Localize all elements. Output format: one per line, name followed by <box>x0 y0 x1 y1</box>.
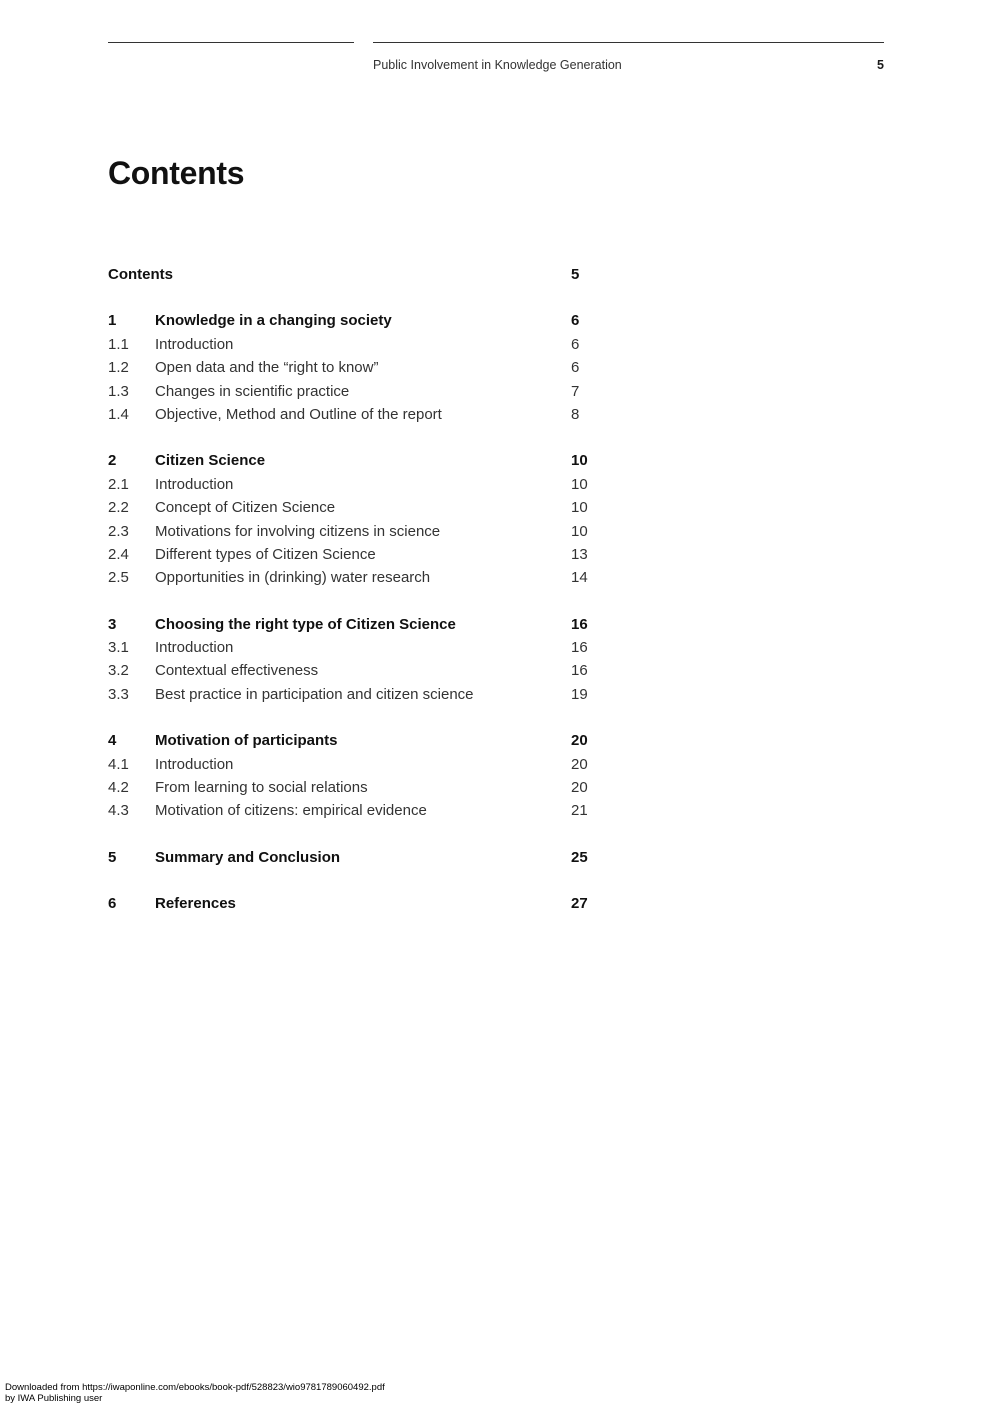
toc-entry-page: 16 <box>571 613 588 636</box>
toc-entry-page: 6 <box>571 356 579 379</box>
toc-entry-title: Knowledge in a changing society <box>155 309 392 332</box>
toc-entry-title: Introduction <box>155 333 233 356</box>
toc-entry[interactable] <box>108 846 608 869</box>
toc-entry-page: 6 <box>571 309 579 332</box>
toc-entry-title: From learning to social relations <box>155 776 368 799</box>
toc-entry-title: Motivations for involving citizens in science <box>155 520 440 543</box>
toc-entry-page: 7 <box>571 380 579 403</box>
toc-entry-number: 4.3 <box>108 799 129 822</box>
toc-entry[interactable] <box>108 543 608 566</box>
toc-entry[interactable] <box>108 566 608 589</box>
toc-entry-title: Open data and the “right to know” <box>155 356 378 379</box>
toc-entry[interactable] <box>108 753 608 776</box>
toc-entry-number: 3.1 <box>108 636 129 659</box>
running-title: Public Involvement in Knowledge Generation <box>373 58 622 72</box>
toc-entry-number: 1.1 <box>108 333 129 356</box>
toc-entry-number: 2.1 <box>108 473 129 496</box>
toc-entry[interactable] <box>108 683 608 706</box>
toc-entry[interactable] <box>108 356 608 379</box>
header-rule-right <box>373 42 884 43</box>
toc-entry-page: 20 <box>571 729 588 752</box>
toc-entry[interactable] <box>108 636 608 659</box>
toc-entry-title: Motivation of participants <box>155 729 338 752</box>
table-of-contents <box>108 263 608 916</box>
toc-entry-number: 1 <box>108 309 116 332</box>
toc-entry-page: 16 <box>571 636 588 659</box>
header-rule-left <box>108 42 354 43</box>
toc-entry-number: 4.1 <box>108 753 129 776</box>
toc-entry[interactable] <box>108 659 608 682</box>
toc-entry-title: References <box>155 892 236 915</box>
toc-entry-title: Contextual effectiveness <box>155 659 318 682</box>
toc-entry-title: Best practice in participation and citizen science <box>155 683 474 706</box>
toc-entry-page: 20 <box>571 753 588 776</box>
toc-entry[interactable] <box>108 892 608 915</box>
toc-entry-number: 2.5 <box>108 566 129 589</box>
toc-entry-title: Motivation of citizens: empirical evidence <box>155 799 427 822</box>
toc-entry-page: 16 <box>571 659 588 682</box>
toc-entry-page: 6 <box>571 333 579 356</box>
page-number: 5 <box>877 58 884 72</box>
download-footer <box>5 1383 385 1404</box>
toc-entry-number: 6 <box>108 892 116 915</box>
toc-entry[interactable] <box>108 309 608 332</box>
toc-entry-title: Introduction <box>155 636 233 659</box>
toc-entry-number: 2.3 <box>108 520 129 543</box>
footer-line-1: Downloaded from https://iwaponline.com/ebooks/book-pdf/528823/wio9781789060492.pdf <box>5 1383 385 1394</box>
toc-entry-number: 3.2 <box>108 659 129 682</box>
toc-entry[interactable] <box>108 473 608 496</box>
toc-entry-number: 1.2 <box>108 356 129 379</box>
toc-entry-number: 2.4 <box>108 543 129 566</box>
toc-entry[interactable] <box>108 496 608 519</box>
toc-entry[interactable] <box>108 520 608 543</box>
toc-entry-title: Objective, Method and Outline of the report <box>155 403 442 426</box>
toc-entry-title: Choosing the right type of Citizen Science <box>155 613 456 636</box>
page-heading: Contents <box>108 155 244 192</box>
toc-entry-page: 20 <box>571 776 588 799</box>
toc-entry-title: Changes in scientific practice <box>155 380 349 403</box>
toc-entry-number: 1.4 <box>108 403 129 426</box>
toc-entry[interactable] <box>108 333 608 356</box>
toc-entry-page: 27 <box>571 892 588 915</box>
toc-entry-page: 19 <box>571 683 588 706</box>
toc-entry-page: 10 <box>571 520 588 543</box>
toc-entry-page: 10 <box>571 449 588 472</box>
toc-entry[interactable] <box>108 729 608 752</box>
toc-entry-title: Contents <box>108 263 173 286</box>
toc-entry-number: 1.3 <box>108 380 129 403</box>
toc-entry[interactable] <box>108 449 608 472</box>
toc-entry-number: 3.3 <box>108 683 129 706</box>
toc-entry-page: 14 <box>571 566 588 589</box>
toc-entry-number: 2 <box>108 449 116 472</box>
toc-entry-page: 10 <box>571 496 588 519</box>
toc-entry-page: 5 <box>571 263 579 286</box>
toc-entry-number: 2.2 <box>108 496 129 519</box>
toc-entry-title: Opportunities in (drinking) water research <box>155 566 430 589</box>
toc-entry[interactable] <box>108 380 608 403</box>
toc-entry-page: 25 <box>571 846 588 869</box>
toc-entry-title: Introduction <box>155 473 233 496</box>
toc-entry-title: Different types of Citizen Science <box>155 543 376 566</box>
toc-entry-page: 10 <box>571 473 588 496</box>
toc-entry-title: Introduction <box>155 753 233 776</box>
toc-entry-title: Concept of Citizen Science <box>155 496 335 519</box>
toc-entry-page: 13 <box>571 543 588 566</box>
toc-entry[interactable] <box>108 613 608 636</box>
toc-entry-number: 4.2 <box>108 776 129 799</box>
toc-entry[interactable] <box>108 263 608 286</box>
toc-entry-title: Citizen Science <box>155 449 265 472</box>
toc-entry[interactable] <box>108 403 608 426</box>
toc-entry[interactable] <box>108 799 608 822</box>
toc-entry-page: 21 <box>571 799 588 822</box>
toc-entry-number: 3 <box>108 613 116 636</box>
toc-entry-title: Summary and Conclusion <box>155 846 340 869</box>
toc-entry[interactable] <box>108 776 608 799</box>
toc-entry-number: 4 <box>108 729 116 752</box>
toc-entry-number: 5 <box>108 846 116 869</box>
toc-entry-page: 8 <box>571 403 579 426</box>
footer-line-2: by IWA Publishing user <box>5 1394 385 1404</box>
